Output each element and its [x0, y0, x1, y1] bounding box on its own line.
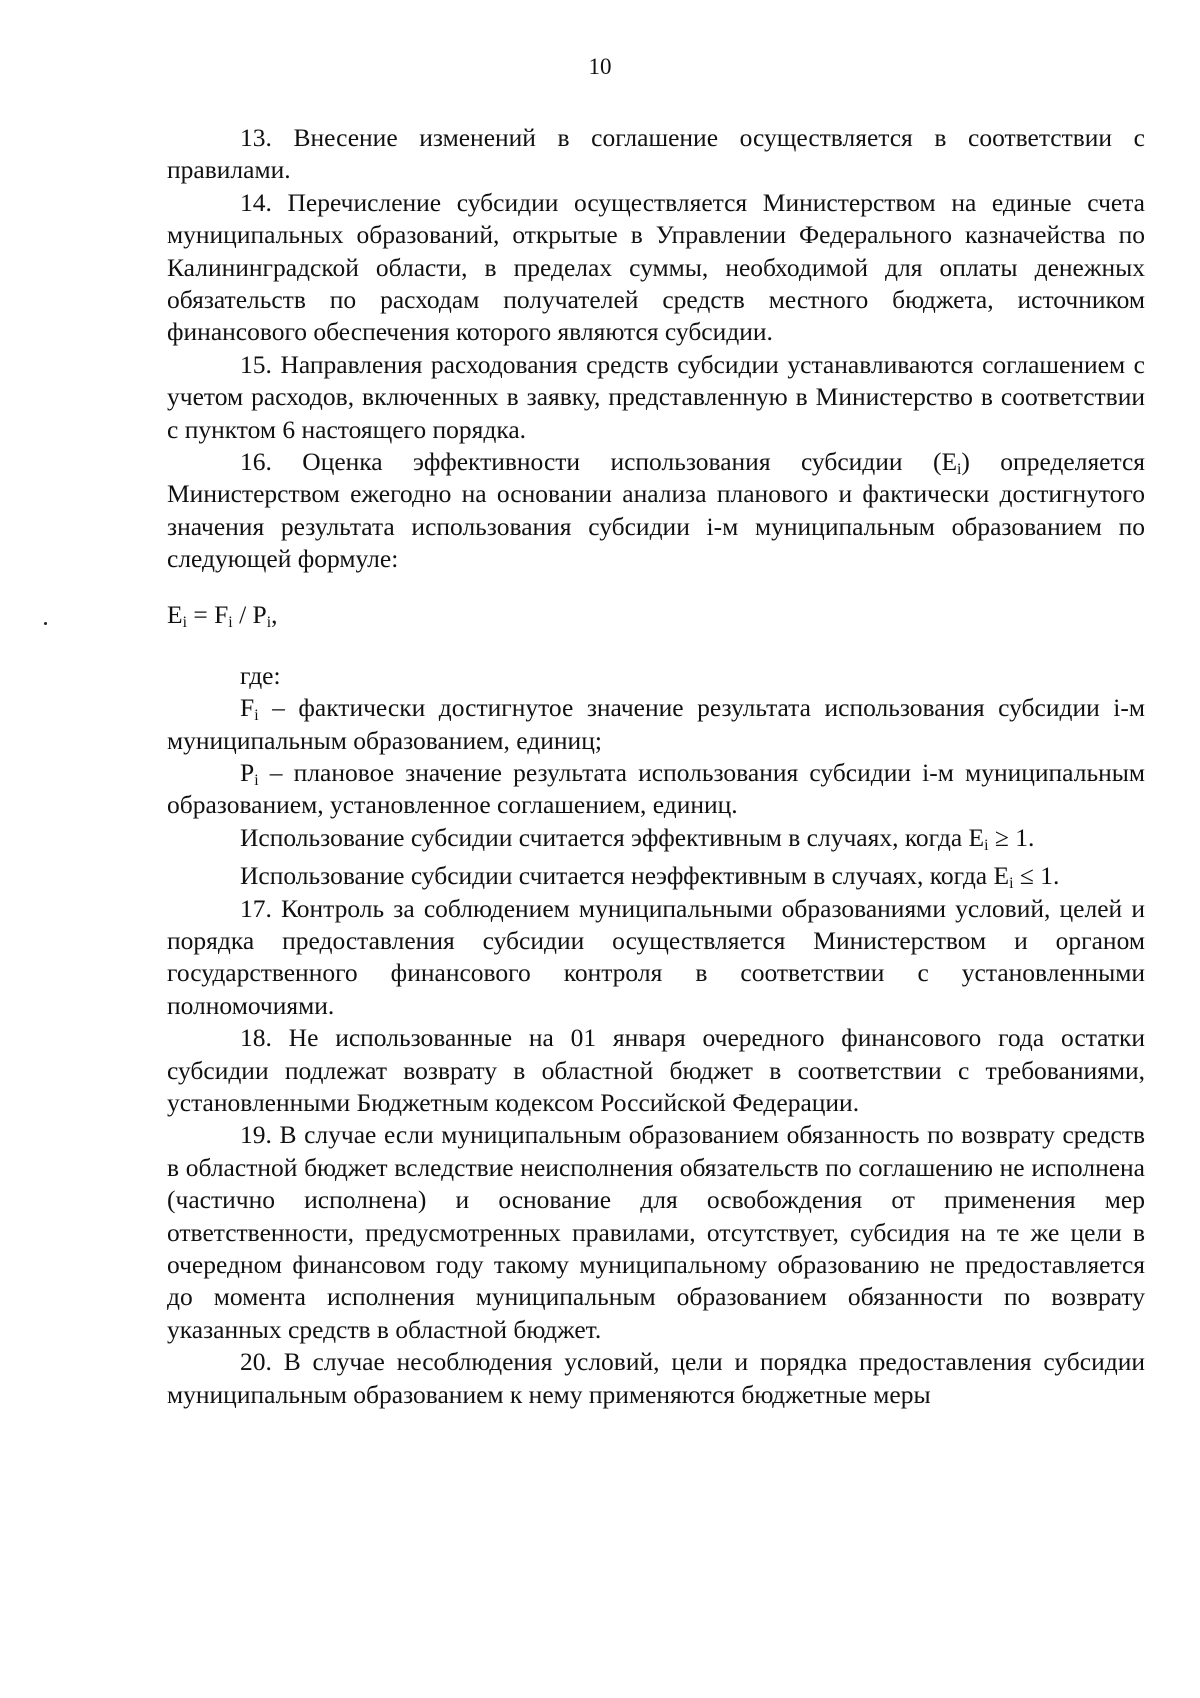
effective-text: Использование субсидии считается эффективным в случаях, когда E	[240, 822, 985, 852]
paragraph-16-end: ) определяется Министерством ежегодно на основании анализа планового и фактически достигнутого значения результата использования субсидии i-м муниципальным образованием по следующей формуле:	[167, 447, 1145, 574]
definition-p-text: – плановое значение результата использования субсидии i-м муниципальным образованием, установленное соглашением, единиц.	[167, 757, 1145, 820]
definition-p-subscript: i	[254, 771, 259, 789]
page-number: 10	[588, 54, 612, 79]
ineffective-condition	[167, 860, 1145, 892]
paragraph-16-subscript: i	[957, 461, 962, 478]
ineffective-subscript: i	[1009, 875, 1014, 893]
definition-f-subscript: i	[254, 707, 259, 725]
formula-p-subscript: i	[266, 613, 272, 631]
paragraph-18: 18. Не использованные на 01 января очередного финансового года остатки субсидии подлежат возврату в областной бюджет в соответствии с требованиями, установленными Бюджетным кодексом Российской Федерации.	[167, 1023, 1145, 1117]
ineffective-inequality: ≤ 1.	[1013, 861, 1060, 891]
effective-inequality: ≥ 1.	[988, 822, 1035, 852]
effective-condition	[167, 822, 1145, 854]
ineffective-text: Использование субсидии считается неэффективным в случаях, когда E	[240, 861, 1010, 891]
definition-f-symbol: F	[240, 693, 255, 723]
paragraph-14: 14. Перечисление субсидии осуществляется Министерством на единые счета муниципальных образований, открытые в Управлении Федерального казначейства по Калининградской области, в пределах суммы, необходимой для оплаты денежных обязательств по расходам получателей средств местного бюджета, источником финансового обеспечения которого являются субсидии.	[167, 187, 1145, 347]
scan-speck	[44, 622, 47, 625]
formula-end: ,	[271, 599, 278, 629]
paragraph-17: 17. Контроль за соблюдением муниципальными образованиями условий, целей и порядка предоставления субсидии осуществляется Министерством и органом государственного финансового контроля в соответствии с установленными полномочиями.	[167, 893, 1145, 1020]
definition-p-symbol: P	[240, 757, 255, 787]
formula-divide-p: / P	[232, 599, 267, 629]
formula-e-subscript: i	[182, 613, 187, 631]
formula-f-subscript: i	[228, 613, 233, 631]
where-label: где:	[240, 660, 281, 690]
formula-equals-f: = F	[186, 599, 229, 629]
document-body	[167, 122, 1145, 1411]
formula	[167, 598, 1145, 632]
definition-f-text: – фактически достигнутое значение результата использования субсидии i-м муниципальным образованием, единиц;	[167, 693, 1145, 755]
paragraph-13: 13. Внесение изменений в соглашение осуществляется в соответствии с правилами.	[167, 123, 1145, 185]
definition-f	[167, 692, 1145, 757]
paragraph-15: 15. Направления расходования средств субсидии устанавливаются соглашением с учетом расходов, включенных в заявку, представленную в Министерство в соответствии с пунктом 6 настоящего порядка.	[167, 349, 1145, 444]
paragraph-20: 20. В случае несоблюдения условий, цели и порядка предоставления субсидии муниципальным образованием к нему применяются бюджетные меры	[167, 1347, 1145, 1409]
paragraph-16	[167, 446, 1145, 576]
definition-p	[167, 757, 1145, 822]
paragraph-16-start: 16. Оценка эффективности использования субсидии (E	[240, 447, 958, 477]
effective-subscript: i	[984, 836, 989, 854]
formula-e: E	[167, 599, 183, 629]
paragraph-19: 19. В случае если муниципальным образованием обязанность по возврату средств в областной бюджет вследствие неисполнения обязательств по соглашению не исполнена (частично исполнена) и основание для освобождения от применения мер ответственности, предусмотренных правилами, отсутствует, субсидия на те же цели в очередном финансовом году такому муниципальному образованию не предоставляется до момента исполнения муниципальным образованием обязанности по возврату указанных средств в областной бюджет.	[167, 1120, 1145, 1344]
